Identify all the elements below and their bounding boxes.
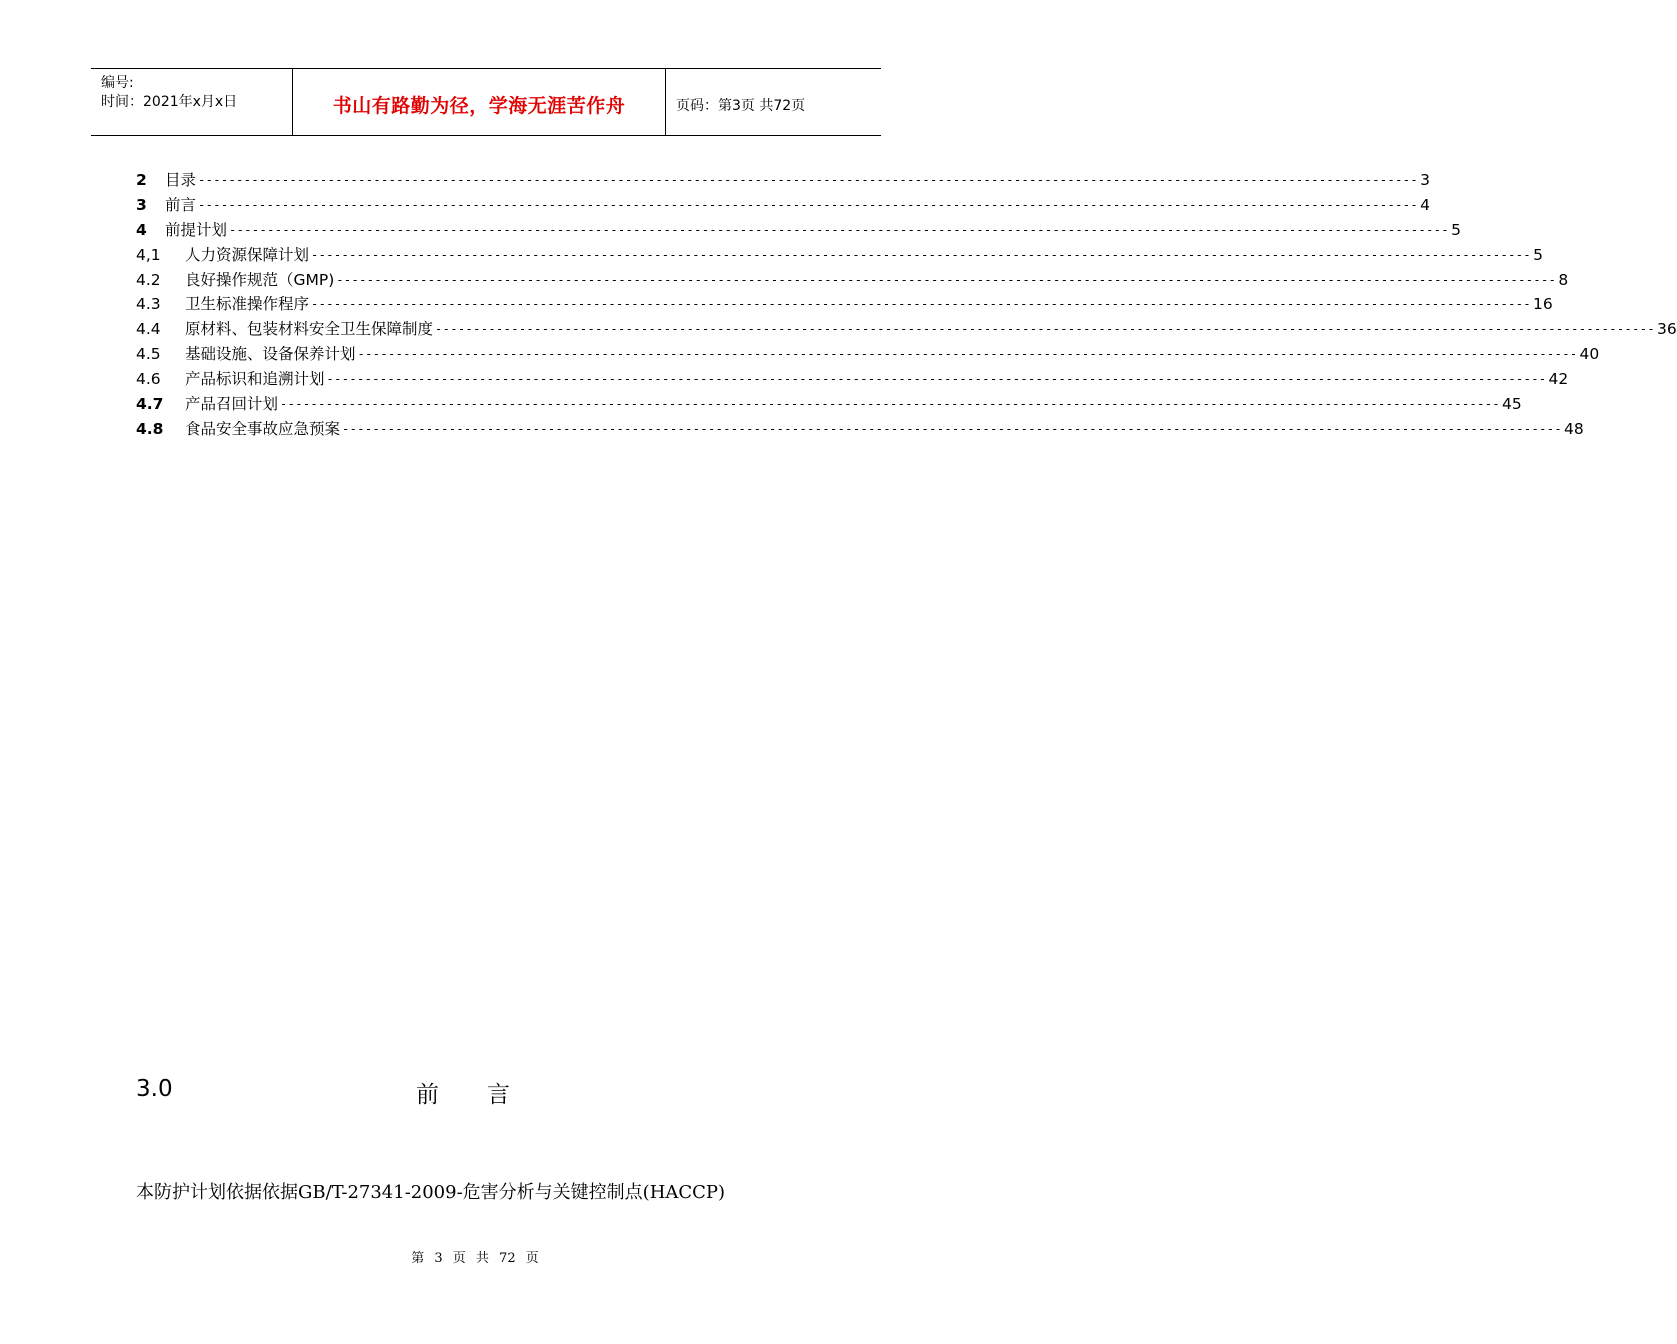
toc-number: 4,1 — [136, 245, 161, 264]
toc-number: 4 — [136, 220, 147, 239]
toc-entry[interactable] — [136, 245, 1543, 270]
toc-title: 产品标识和追溯计划 — [185, 370, 325, 389]
toc-page: 16 — [1532, 295, 1553, 314]
toc-title: 良好操作规范（GMP) — [185, 270, 335, 289]
toc-title: 卫生标准操作程序 — [185, 295, 310, 314]
toc-page: 40 — [1579, 345, 1600, 364]
header-motto-cell — [293, 69, 666, 135]
toc-title: 食品安全事故应急预案 — [185, 419, 341, 438]
toc-entry[interactable] — [136, 170, 1430, 195]
toc-title: 人力资源保障计划 — [185, 245, 310, 264]
body-paragraph: 本防护计划依据依据GB/T-27341-2009-危害分析与关键控制点(HACCP) — [136, 1182, 726, 1203]
toc-leader: ---------------------------------------------------------------------------------------------------------------------------------------------------------------- — [311, 247, 1531, 262]
toc-entry[interactable] — [136, 419, 1584, 444]
toc-entry[interactable] — [136, 344, 1600, 369]
toc-page: 36 — [1656, 320, 1677, 339]
toc-number: 4.8 — [136, 419, 164, 438]
toc-page: 42 — [1548, 370, 1569, 389]
toc-number: 3 — [136, 195, 147, 214]
toc-leader: ---------------------------------------------------------------------------------------------------------------------------------------------------------------- — [229, 222, 1449, 237]
toc-title: 原材料、包装材料安全卫生保障制度 — [185, 320, 434, 339]
motto: 书山有路勤为径，学海无涯苦作舟 — [332, 95, 626, 117]
toc-page: 5 — [1451, 220, 1461, 239]
toc-page: 45 — [1501, 395, 1522, 414]
toc-leader: ---------------------------------------------------------------------------------------------------------------------------------------------------------------- — [336, 272, 1557, 287]
toc-number: 2 — [136, 171, 147, 189]
toc-page: 3 — [1420, 171, 1430, 189]
table-of-contents — [136, 170, 1677, 444]
toc-number: 4.6 — [136, 370, 161, 389]
toc-page: 4 — [1420, 195, 1430, 214]
header-meta-cell — [91, 69, 293, 135]
toc-leader: ---------------------------------------------------------------------------------------------------------------------------------------------------------------- — [198, 197, 1418, 212]
toc-entry[interactable] — [136, 294, 1553, 319]
section-number: 3.0 — [136, 1076, 173, 1102]
toc-number: 4.7 — [136, 395, 164, 414]
toc-leader: ---------------------------------------------------------------------------------------------------------------------------------------------------------------- — [311, 297, 1531, 312]
date-label: 时间：2021年x月x日 — [101, 94, 238, 110]
toc-leader: ---------------------------------------------------------------------------------------------------------------------------------------------------------------- — [342, 421, 1562, 436]
toc-leader: ---------------------------------------------------------------------------------------------------------------------------------------------------------------- — [435, 322, 1655, 337]
toc-number: 4.4 — [136, 320, 161, 339]
toc-entry[interactable] — [136, 270, 1569, 295]
toc-number: 4.2 — [136, 270, 161, 289]
toc-entry[interactable] — [136, 195, 1430, 220]
toc-page: 8 — [1558, 270, 1569, 289]
toc-leader: ---------------------------------------------------------------------------------------------------------------------------------------------------------------- — [326, 372, 1547, 387]
number-label: 编号: — [101, 75, 134, 91]
toc-title: 前提计划 — [165, 220, 228, 239]
section-title: 前言 — [416, 1082, 558, 1108]
header-page-cell — [666, 69, 881, 135]
toc-leader: ---------------------------------------------------------------------------------------------------------------------------------------------------------------- — [280, 397, 1500, 412]
toc-title: 基础设施、设备保养计划 — [185, 345, 356, 364]
toc-page: 48 — [1563, 419, 1584, 438]
page-header — [91, 68, 881, 136]
toc-number: 4.3 — [136, 295, 161, 314]
toc-entry[interactable] — [136, 369, 1569, 394]
toc-title: 前言 — [165, 195, 197, 214]
toc-title: 产品召回计划 — [185, 395, 279, 414]
toc-title: 目录 — [165, 171, 197, 189]
toc-number: 4.5 — [136, 345, 161, 364]
toc-page: 5 — [1533, 245, 1543, 264]
toc-entry[interactable] — [136, 220, 1461, 245]
section-heading — [136, 1076, 836, 1108]
toc-leader: ---------------------------------------------------------------------------------------------------------------------------------------------------------------- — [357, 347, 1578, 362]
toc-entry[interactable] — [136, 394, 1522, 419]
toc-entry[interactable] — [136, 319, 1677, 344]
toc-leader: ---------------------------------------------------------------------------------------------------------------------------------------------------------------- — [198, 173, 1418, 187]
page-info: 页码：第3页 共72页 — [676, 98, 806, 114]
page-footer: 第 3 页 共 72 页 — [411, 1251, 539, 1266]
